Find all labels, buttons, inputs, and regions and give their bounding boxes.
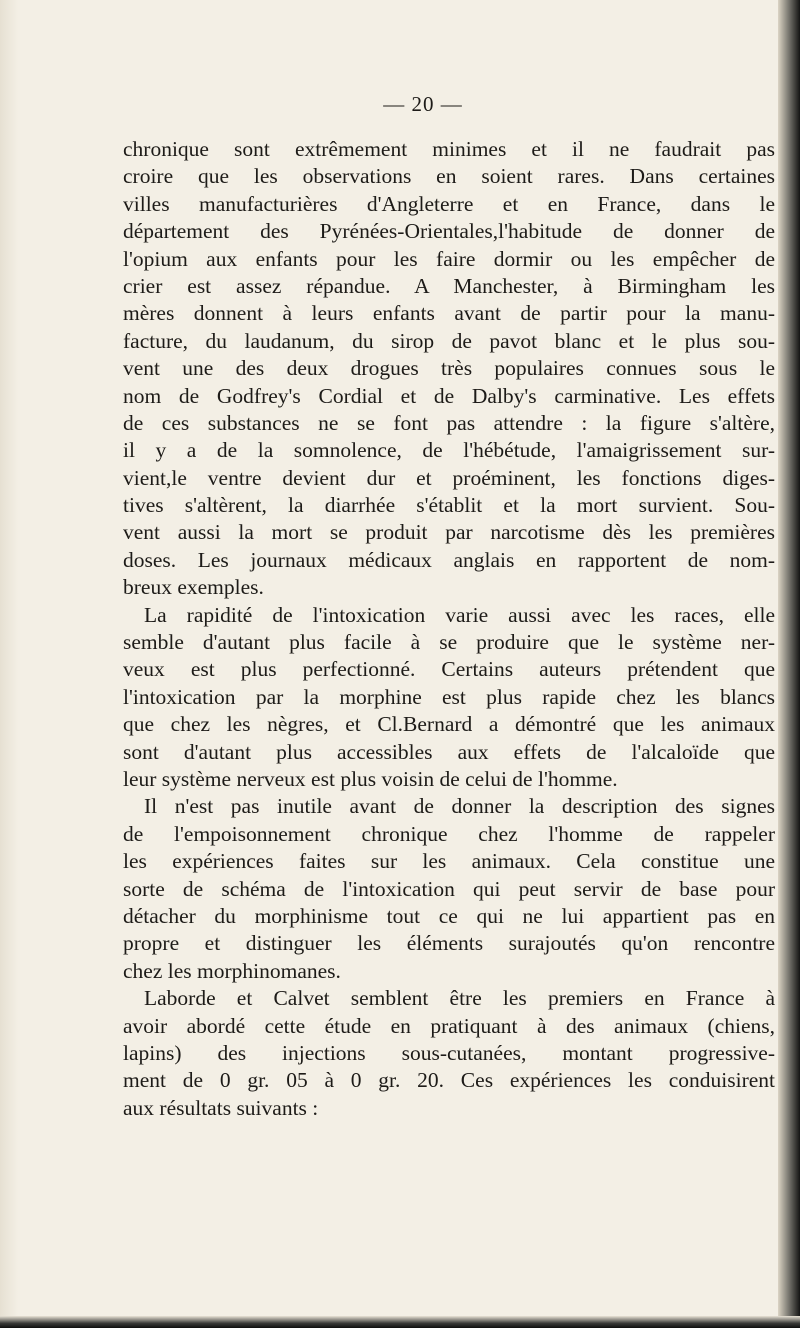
text-line: leur système nerveux est plus voisin de celui de l'homme. [123,766,618,791]
scan-left-margin [0,0,18,1328]
text-line: facture, du laudanum, du sirop de pavot blanc et le plus sou- [123,328,775,353]
text-line: Laborde et Calvet semblent être les premiers en France à [144,986,775,1011]
text-line: chronique sont extrêmement minimes et il ne faudrait pas [123,137,775,161]
text-line: l'intoxication par la morphine est plus rapide chez les blancs [123,684,775,709]
body-text [123,136,775,1122]
text-line: aux résultats suivants : [123,1095,319,1120]
page-number: — 20 — [383,92,463,116]
text-line: les expériences faites sur les animaux. Cela constitue une [123,849,775,874]
text-line: La rapidité de l'intoxication varie aussi avec les races, elle [144,602,775,627]
text-line: sorte de schéma de l'intoxication qui peut servir de base pour [123,876,775,901]
text-line: sont d'autant plus accessibles aux effets de l'alcaloïde que [123,739,775,764]
scan-bottom-edge [0,1316,800,1328]
text-line: détacher du morphinisme tout ce qui ne lui appartient pas en [123,903,775,928]
scan-right-edge [778,0,800,1328]
text-line: l'opium aux enfants pour les faire dormir ou les empêcher de [123,246,775,271]
text-line: chez les morphinomanes. [123,958,341,983]
text-line: breux exemples. [123,575,264,600]
text-line: croire que les observations en soient rares. Dans certaines [123,164,775,189]
text-line: Il n'est pas inutile avant de donner la description des signes [144,794,775,819]
text-line: de l'empoisonnement chronique chez l'homme de rappeler [123,821,775,846]
text-line: département des Pyrénées-Orientales,l'habitude de donner de [123,219,775,244]
text-line: il y a de la somnolence, de l'hébétude, l'amaigrissement sur- [123,438,775,463]
text-line: avoir abordé cette étude en pratiquant à des animaux (chiens, [123,1013,775,1038]
text-line: villes manufacturières d'Angleterre et en France, dans le [123,191,775,216]
text-line: lapins) des injections sous-cutanées, montant progressive- [123,1040,775,1065]
text-line: nom de Godfrey's Cordial et de Dalby's carminative. Les effets [123,383,775,408]
text-line: que chez les nègres, et Cl.Bernard a démontré que les animaux [123,712,775,737]
text-line: doses. Les journaux médicaux anglais en rapportent de nom- [123,547,775,572]
text-line: vient,le ventre devient dur et proéminent, les fonctions diges- [123,465,775,490]
text-line: ment de 0 gr. 05 à 0 gr. 20. Ces expériences les conduisirent [123,1068,775,1093]
text-line: tives s'altèrent, la diarrhée s'établit et la mort survient. Sou- [123,493,775,518]
text-line: semble d'autant plus facile à se produire que le système ner- [123,630,775,655]
text-line: propre et distinguer les éléments surajoutés qu'on rencontre [123,931,775,956]
text-line: de ces substances ne se font pas attendre : la figure s'altère, [123,410,775,435]
text-line: vent aussi la mort se produit par narcotisme dès les premières [123,520,775,545]
text-line: mères donnent à leurs enfants avant de partir pour la manu- [123,301,775,326]
text-line: vent une des deux drogues très populaires connues sous le [123,356,775,381]
text-line: veux est plus perfectionné. Certains auteurs prétendent que [123,657,775,682]
text-line: crier est assez répandue. A Manchester, à Birmingham les [123,273,775,298]
